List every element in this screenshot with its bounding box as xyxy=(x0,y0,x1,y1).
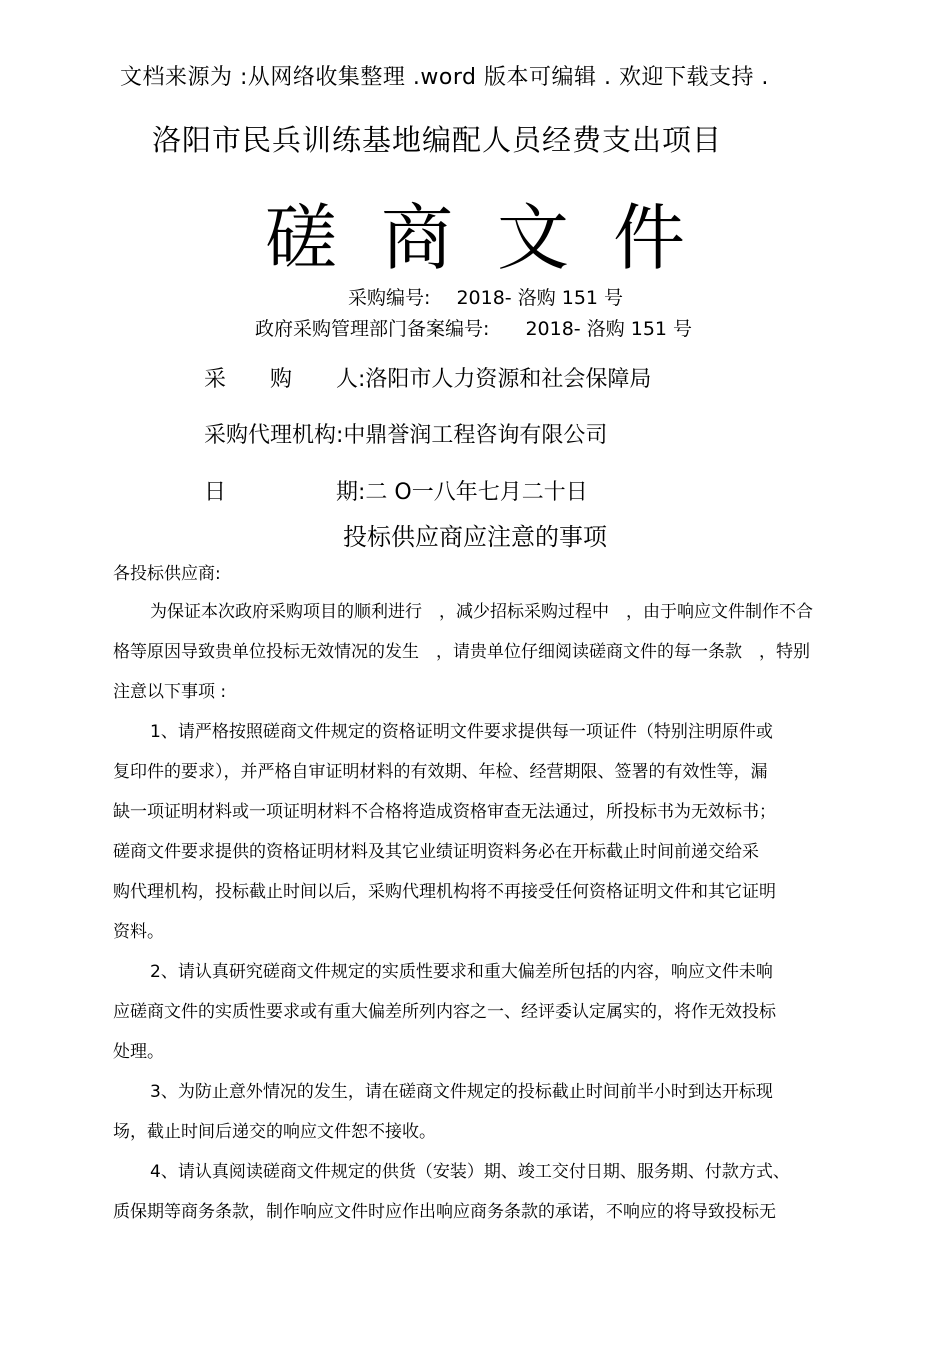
notice-line: 磋商文件要求提供的资格证明材料及其它业绩证明资料务必在开标截止时间前递交给采 xyxy=(113,842,759,862)
notice-line: 2、请认真研究磋商文件规定的实质性要求和重大偏差所包括的内容，响应文件未响 xyxy=(150,962,773,982)
filing-number-label: 政府采购管理部门备案编号: xyxy=(255,318,490,340)
date-value: 二 O一八年七月二十日 xyxy=(365,480,588,505)
notice-line: 为保证本次政府采购项目的顺利进行 ，减少招标采购过程中 ，由于响应文件制作不合 xyxy=(150,602,813,622)
filing-number-value: 2018- 洛购 151 号 xyxy=(525,318,693,340)
agent-label: 采购代理机构: xyxy=(204,423,344,448)
notice-line: 质保期等商务条款，制作响应文件时应作出响应商务条款的承诺，不响应的将导致投标无 xyxy=(113,1202,776,1222)
project-name: 洛阳市民兵训练基地编配人员经费支出项目 xyxy=(152,123,723,157)
notice-line: 资料。 xyxy=(113,922,164,942)
date-label: 日 期: xyxy=(204,480,366,505)
document-title: 磋商文件 xyxy=(264,196,729,280)
notice-greeting: 各投标供应商: xyxy=(113,564,221,584)
agent-value: 中鼎誉润工程咨询有限公司 xyxy=(343,423,608,448)
notice-line: 购代理机构，投标截止时间以后，采购代理机构将不再接受任何资格证明文件和其它证明 xyxy=(113,882,776,902)
notice-title: 投标供应商应注意的事项 xyxy=(343,523,607,551)
buyer-row xyxy=(204,362,651,393)
agent-row xyxy=(204,418,607,449)
notice-line: 复印件的要求），并严格自审证明材料的有效期、年检、经营期限、签署的有效性等，漏 xyxy=(113,762,768,782)
notice-line: 处理。 xyxy=(113,1042,164,1062)
source-note: 文档来源为 :从网络收集整理 .word 版本可编辑 . 欢迎下载支持 . xyxy=(120,65,769,90)
notice-line: 缺一项证明材料或一项证明材料不合格将造成资格审查无法通过，所投标书为无效标书； xyxy=(113,802,776,822)
filing-number xyxy=(255,314,692,341)
notice-line: 应磋商文件的实质性要求或有重大偏差所列内容之一、经评委认定属实的，将作无效投标 xyxy=(113,1002,776,1022)
notice-line: 场，截止时间后递交的响应文件恕不接收。 xyxy=(113,1122,436,1142)
notice-line: 4、请认真阅读磋商文件规定的供货（安装）期、竣工交付日期、服务期、付款方式、 xyxy=(150,1162,790,1182)
date-row xyxy=(204,475,588,506)
procurement-number-value: 2018- 洛购 151 号 xyxy=(456,287,624,309)
notice-line: 3、为防止意外情况的发生，请在磋商文件规定的投标截止时间前半小时到达开标现 xyxy=(150,1082,773,1102)
procurement-number-label: 采购编号: xyxy=(348,287,431,309)
buyer-value: 洛阳市人力资源和社会保障局 xyxy=(365,367,652,392)
notice-line: 注意以下事项 : xyxy=(113,682,227,702)
procurement-number xyxy=(348,283,623,310)
notice-line: 1、请严格按照磋商文件规定的资格证明文件要求提供每一项证件（特别注明原件或 xyxy=(150,722,773,742)
buyer-label: 采 购 人: xyxy=(204,367,366,392)
notice-line: 格等原因导致贵单位投标无效情况的发生 ，请贵单位仔细阅读磋商文件的每一条款 ，特别 xyxy=(113,642,810,662)
